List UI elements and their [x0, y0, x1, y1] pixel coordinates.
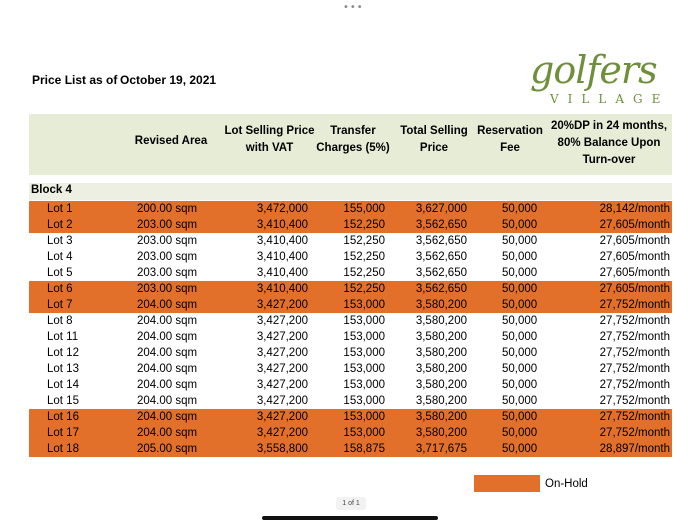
column-header-area: Revised Area: [134, 134, 208, 147]
column-header-transfer: Transfer Charges (5%): [316, 125, 390, 154]
fee-cell: 50,000: [502, 315, 538, 327]
price-vat-cell: 3,558,800: [256, 443, 308, 455]
price-vat-cell: 3,427,200: [256, 347, 308, 359]
area-cell: 203.00 sqm: [137, 251, 198, 263]
area-cell: 204.00 sqm: [137, 363, 198, 375]
transfer-cell: 153,000: [343, 379, 385, 391]
column-header-total: Total Selling Price: [400, 125, 468, 154]
lot-cell: Lot 1: [47, 203, 73, 215]
table-row: [29, 393, 672, 409]
monthly-cell: 27,752/month: [599, 331, 670, 343]
area-cell: 204.00 sqm: [137, 299, 198, 311]
transfer-cell: 152,250: [343, 283, 385, 295]
fee-cell: 50,000: [502, 443, 538, 455]
lot-cell: Lot 17: [47, 427, 79, 439]
price-vat-cell: 3,410,400: [256, 235, 308, 247]
monthly-cell: 27,605/month: [599, 267, 670, 279]
monthly-cell: 27,605/month: [599, 251, 670, 263]
transfer-cell: 153,000: [343, 363, 385, 375]
fee-cell: 50,000: [502, 283, 538, 295]
area-cell: 204.00 sqm: [137, 331, 198, 343]
area-cell: 204.00 sqm: [137, 379, 198, 391]
table-row: [29, 377, 672, 393]
legend-label-on-hold: On-Hold: [545, 478, 588, 490]
logo-tagline: VILLAGE: [550, 92, 670, 106]
lot-cell: Lot 6: [47, 283, 73, 295]
total-cell: 3,580,200: [415, 347, 467, 359]
price-vat-cell: 3,427,200: [256, 299, 308, 311]
lot-cell: Lot 2: [47, 219, 73, 231]
transfer-cell: 153,000: [343, 331, 385, 343]
area-cell: 200.00 sqm: [137, 203, 198, 215]
fee-cell: 50,000: [502, 379, 538, 391]
table-row: [29, 265, 672, 281]
price-vat-cell: 3,427,200: [256, 395, 308, 407]
fee-cell: 50,000: [502, 235, 538, 247]
monthly-cell: 27,605/month: [599, 283, 670, 295]
lot-cell: Lot 4: [47, 251, 73, 263]
total-cell: 3,562,650: [415, 251, 467, 263]
lot-cell: Lot 13: [47, 363, 79, 375]
total-cell: 3,562,650: [415, 283, 467, 295]
price-vat-cell: 3,410,400: [256, 267, 308, 279]
table-row: [29, 201, 672, 217]
area-cell: 204.00 sqm: [137, 427, 198, 439]
lot-cell: Lot 18: [47, 443, 79, 455]
transfer-cell: 153,000: [343, 411, 385, 423]
table-row: [29, 233, 672, 249]
monthly-cell: 27,605/month: [599, 219, 670, 231]
transfer-cell: 152,250: [343, 267, 385, 279]
price-vat-cell: 3,410,400: [256, 251, 308, 263]
table-row: [29, 409, 672, 425]
fee-cell: 50,000: [502, 363, 538, 375]
monthly-cell: 27,752/month: [599, 395, 670, 407]
total-cell: 3,562,650: [415, 235, 467, 247]
logo-wordmark: golfers: [530, 48, 657, 92]
price-vat-cell: 3,427,200: [256, 427, 308, 439]
table-body: [29, 201, 672, 457]
price-vat-cell: 3,427,200: [256, 411, 308, 423]
fee-cell: 50,000: [502, 427, 538, 439]
legend-swatch-on-hold: [474, 475, 540, 492]
lot-cell: Lot 5: [47, 267, 73, 279]
area-cell: 204.00 sqm: [137, 347, 198, 359]
monthly-cell: 27,752/month: [599, 347, 670, 359]
area-cell: 203.00 sqm: [137, 267, 198, 279]
total-cell: 3,562,650: [415, 219, 467, 231]
lot-cell: Lot 16: [47, 411, 79, 423]
table-row: [29, 361, 672, 377]
area-cell: 203.00 sqm: [137, 283, 198, 295]
transfer-cell: 152,250: [343, 251, 385, 263]
column-header-fee: Reservation Fee: [477, 125, 543, 154]
transfer-cell: 153,000: [343, 299, 385, 311]
monthly-cell: 27,752/month: [599, 315, 670, 327]
transfer-cell: 153,000: [343, 315, 385, 327]
table-row: [29, 313, 672, 329]
page-indicator: 1 of 1: [336, 497, 366, 510]
block-row: [29, 183, 672, 200]
more-options-icon[interactable]: •••: [343, 2, 364, 13]
total-cell: 3,580,200: [415, 395, 467, 407]
table-row: [29, 329, 672, 345]
price-list-date: October 19, 2021: [120, 73, 217, 87]
table-row: [29, 249, 672, 265]
transfer-cell: 153,000: [343, 395, 385, 407]
price-vat-cell: 3,472,000: [256, 203, 308, 215]
table-row: [29, 281, 672, 297]
fee-cell: 50,000: [502, 395, 538, 407]
area-cell: 204.00 sqm: [137, 411, 198, 423]
lot-cell: Lot 8: [47, 315, 73, 327]
area-cell: 203.00 sqm: [137, 235, 198, 247]
monthly-cell: 27,752/month: [599, 299, 670, 311]
block-label: Block 4: [31, 184, 72, 196]
home-indicator[interactable]: [262, 516, 438, 520]
lot-cell: Lot 15: [47, 395, 79, 407]
lot-cell: Lot 3: [47, 235, 73, 247]
total-cell: 3,562,650: [415, 267, 467, 279]
lot-cell: Lot 12: [47, 347, 79, 359]
price-vat-cell: 3,427,200: [256, 315, 308, 327]
price-vat-cell: 3,427,200: [256, 379, 308, 391]
area-cell: 204.00 sqm: [137, 315, 198, 327]
table-row: [29, 425, 672, 441]
table-row: [29, 441, 672, 457]
monthly-cell: 27,752/month: [599, 379, 670, 391]
column-header-price-vat: Lot Selling Price with VAT: [224, 125, 315, 154]
fee-cell: 50,000: [502, 267, 538, 279]
table-row: [29, 345, 672, 361]
monthly-cell: 27,605/month: [599, 235, 670, 247]
fee-cell: 50,000: [502, 219, 538, 231]
total-cell: 3,717,675: [415, 443, 467, 455]
area-cell: 205.00 sqm: [137, 443, 198, 455]
fee-cell: 50,000: [502, 331, 538, 343]
monthly-cell: 28,897/month: [599, 443, 670, 455]
transfer-cell: 153,000: [343, 347, 385, 359]
transfer-cell: 152,250: [343, 235, 385, 247]
total-cell: 3,580,200: [415, 427, 467, 439]
transfer-cell: 155,000: [343, 203, 385, 215]
price-vat-cell: 3,410,400: [256, 283, 308, 295]
golfers-village-logo: [528, 48, 673, 108]
price-list-label: Price List as of: [32, 73, 118, 87]
total-cell: 3,580,200: [415, 299, 467, 311]
fee-cell: 50,000: [502, 299, 538, 311]
column-header-monthly: 20%DP in 24 months, 80% Balance Upon Turn-over: [550, 119, 668, 166]
transfer-cell: 158,875: [343, 443, 385, 455]
total-cell: 3,580,200: [415, 379, 467, 391]
monthly-cell: 28,142/month: [599, 203, 670, 215]
lot-cell: Lot 11: [47, 331, 79, 343]
monthly-cell: 27,752/month: [599, 427, 670, 439]
total-cell: 3,580,200: [415, 315, 467, 327]
total-cell: 3,580,200: [415, 411, 467, 423]
monthly-cell: 27,752/month: [599, 411, 670, 423]
total-cell: 3,580,200: [415, 363, 467, 375]
total-cell: 3,627,000: [415, 203, 467, 215]
table-row: [29, 217, 672, 233]
fee-cell: 50,000: [502, 203, 538, 215]
area-cell: 204.00 sqm: [137, 395, 198, 407]
fee-cell: 50,000: [502, 347, 538, 359]
area-cell: 203.00 sqm: [137, 219, 198, 231]
price-vat-cell: 3,410,400: [256, 219, 308, 231]
transfer-cell: 153,000: [343, 427, 385, 439]
fee-cell: 50,000: [502, 251, 538, 263]
total-cell: 3,580,200: [415, 331, 467, 343]
lot-cell: Lot 14: [47, 379, 79, 391]
price-vat-cell: 3,427,200: [256, 363, 308, 375]
monthly-cell: 27,752/month: [599, 363, 670, 375]
price-vat-cell: 3,427,200: [256, 331, 308, 343]
table-row: [29, 297, 672, 313]
fee-cell: 50,000: [502, 411, 538, 423]
transfer-cell: 152,250: [343, 219, 385, 231]
lot-cell: Lot 7: [47, 299, 73, 311]
